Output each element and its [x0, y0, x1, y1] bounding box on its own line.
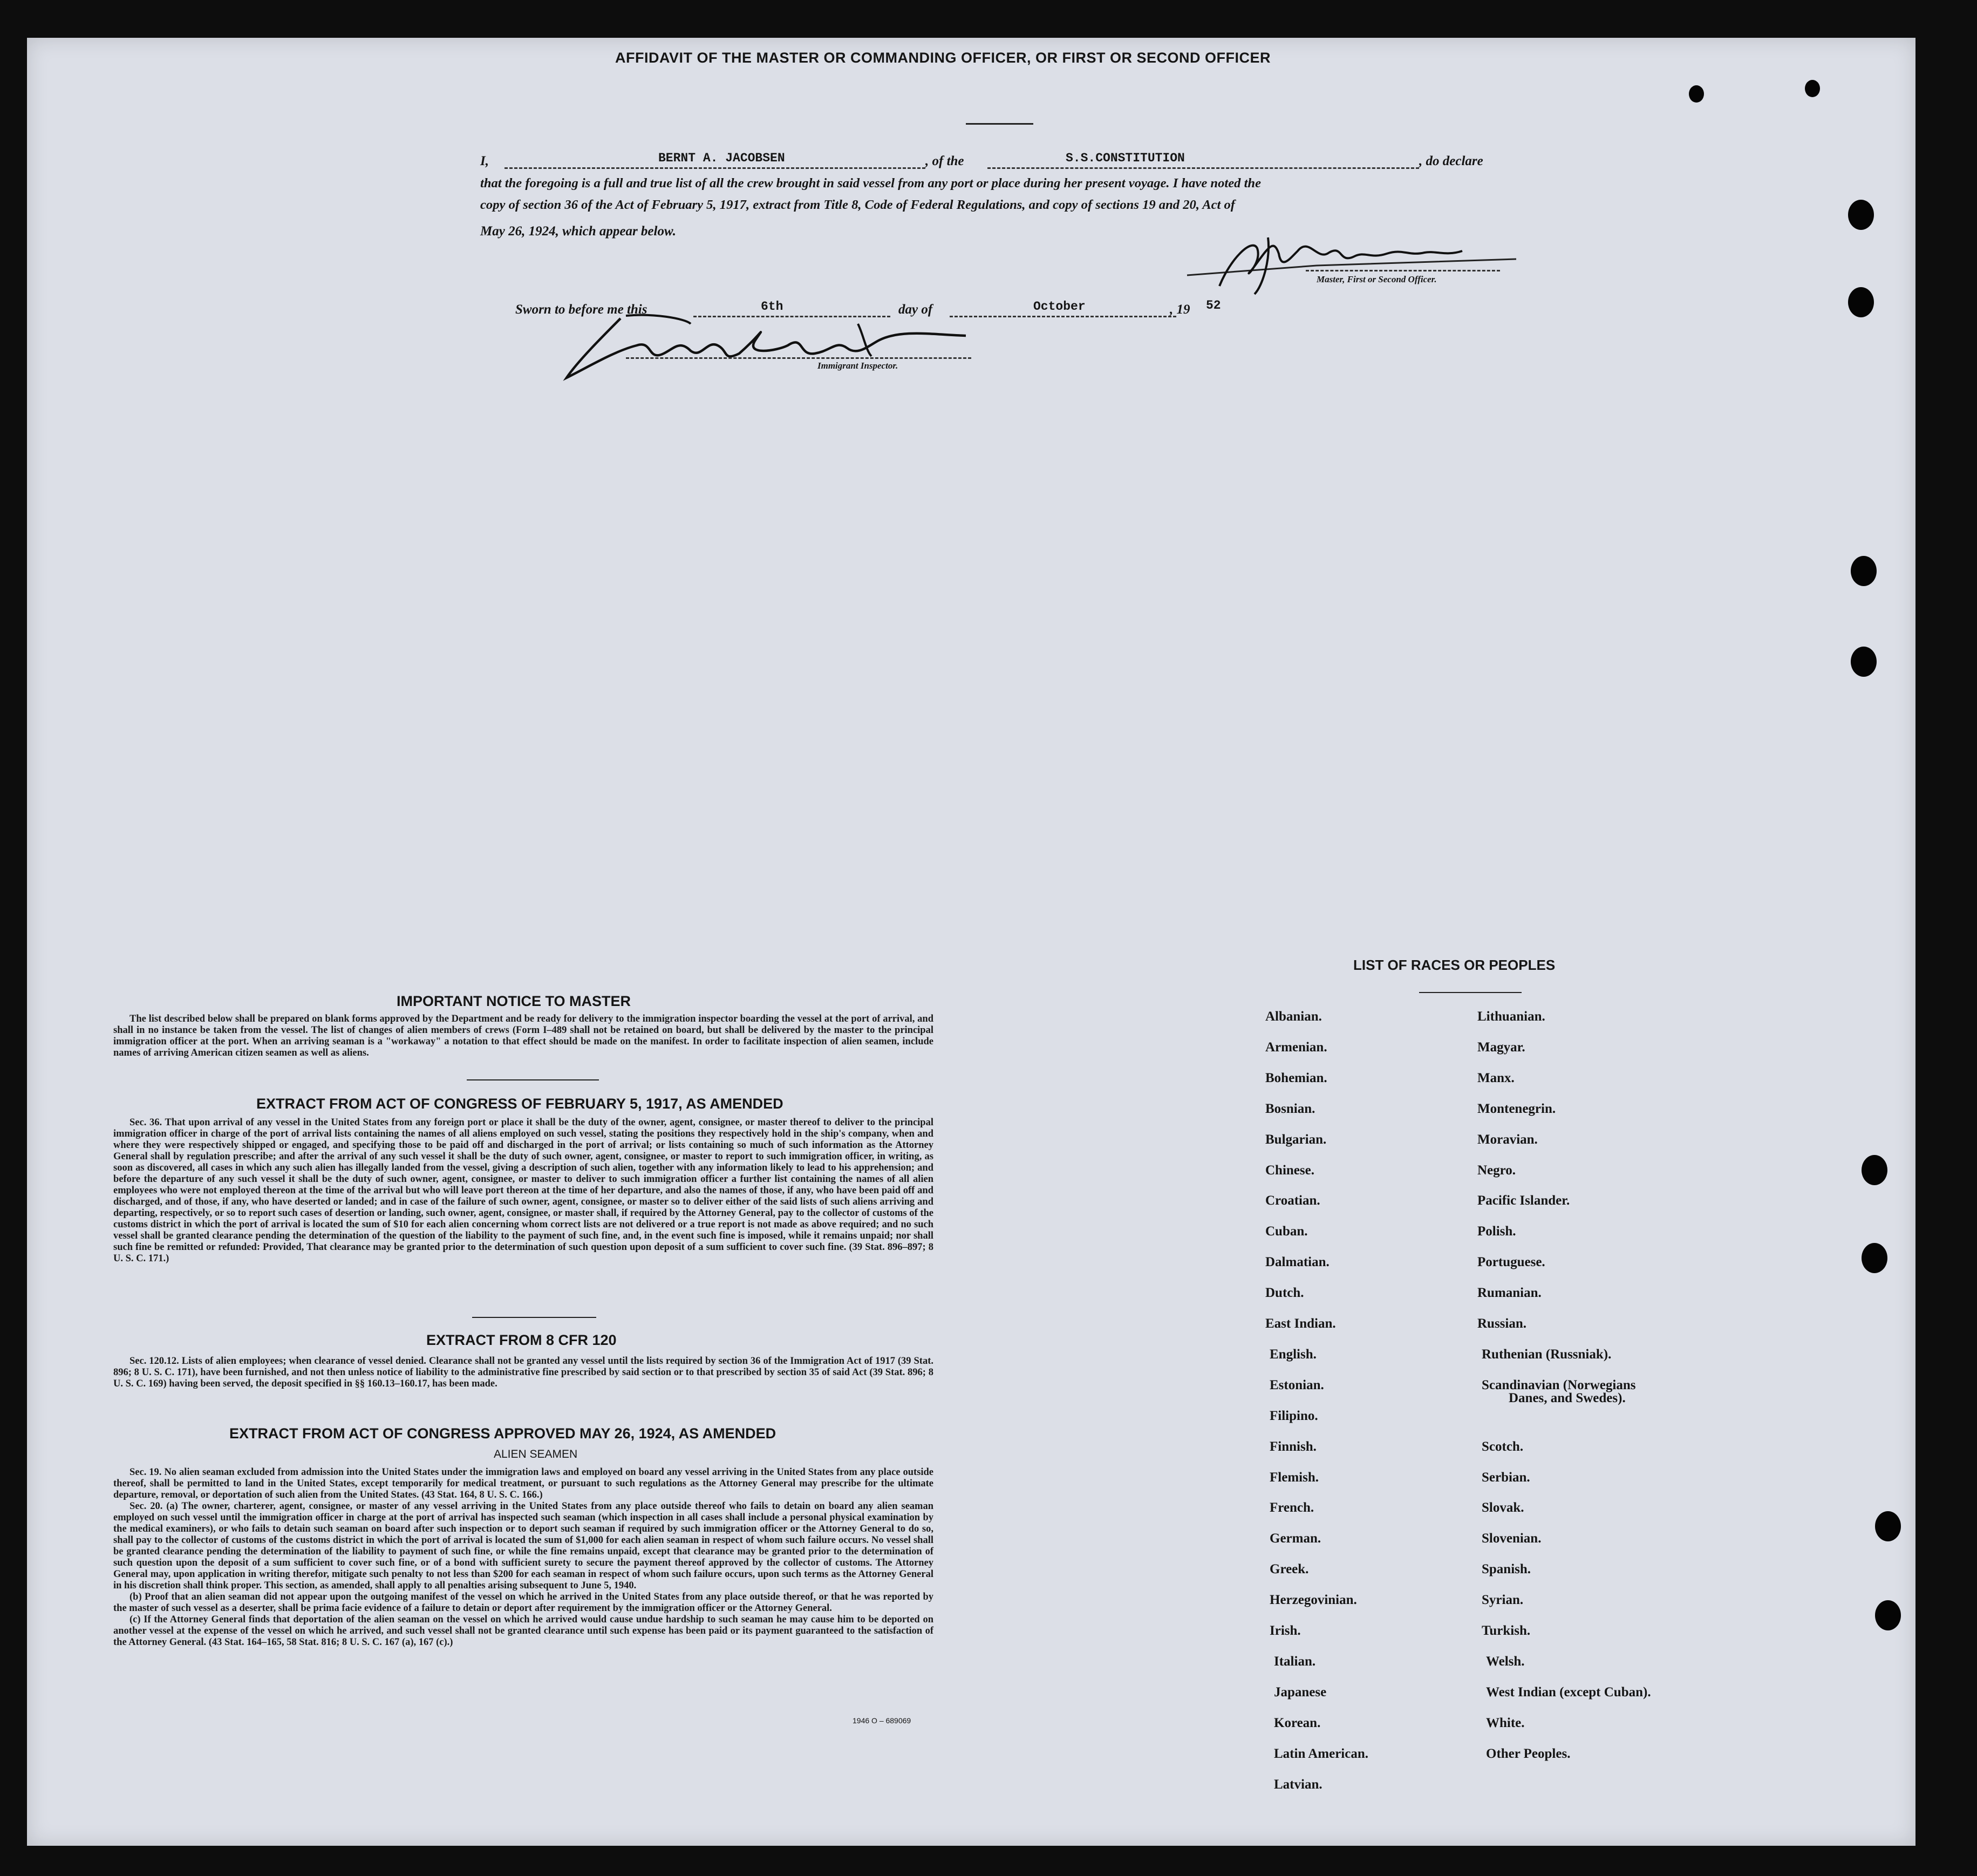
i-label: I, — [480, 154, 489, 168]
punch-hole — [1848, 287, 1874, 317]
race-item: Latin American. — [1274, 1746, 1368, 1761]
section-120-12-paragraph: Sec. 120.12. Lists of alien employees; when clearance of vessel denied. Clearance shall not be granted any vessel until the lists required by section 36 of the Immigration Act of 1917 (39 Stat. 896; 8 U. S. C. 171), have been furnished, and not then unless notice of liability to the administrative fine prescribed by said section or to that prescribed by section 35 of said Act (39 Stat. 896; 8 U. S. C. 169) having been served, the deposit specified in §§ 160.13–160.17, has been made. — [113, 1356, 933, 1389]
punch-hole — [1851, 556, 1877, 586]
race-item: Portuguese. — [1477, 1255, 1545, 1270]
month-value: October — [1033, 300, 1086, 314]
affidavit-line-2: that the foregoing is a full and true list of all the crew brought in said vessel from any port or place during her present voyage. I have noted the — [480, 176, 1261, 191]
race-item: Moravian. — [1477, 1132, 1538, 1147]
race-item: Armenian. — [1265, 1039, 1327, 1055]
punch-hole — [1851, 647, 1877, 677]
race-item: Croatian. — [1265, 1193, 1320, 1208]
race-item: Bosnian. — [1265, 1101, 1315, 1116]
punch-hole — [1689, 85, 1704, 103]
race-item: Ruthenian (Russniak). — [1482, 1347, 1612, 1362]
race-item: French. — [1270, 1500, 1314, 1515]
extract-1917-heading: EXTRACT FROM ACT OF CONGRESS OF FEBRUARY 5, 1917, AS AMENDED — [256, 1096, 783, 1112]
race-item: Albanian. — [1265, 1009, 1322, 1024]
extract-cfr-text — [113, 1356, 933, 1390]
race-item: Serbian. — [1482, 1470, 1530, 1485]
extract-1924-text — [113, 1467, 933, 1648]
race-item: Flemish. — [1270, 1470, 1319, 1485]
races-heading: LIST OF RACES OR PEOPLES — [1353, 957, 1556, 973]
punch-hole — [1848, 200, 1874, 230]
do-declare-label: , do declare — [1419, 154, 1483, 168]
race-item: Syrian. — [1482, 1593, 1524, 1608]
notice-text — [113, 1014, 933, 1059]
punch-hole — [1875, 1511, 1901, 1541]
race-item: Other Peoples. — [1486, 1746, 1571, 1761]
affidavit-line-3: copy of section 36 of the Act of February 5, 1917, extract from Title 8, Code of Federal Regulations, and copy of sections 19 and 20, Act of — [480, 198, 1235, 212]
alien-seamen-subheading: ALIEN SEAMEN — [494, 1448, 578, 1460]
race-item: Dutch. — [1265, 1286, 1304, 1301]
section-20c-paragraph: (c) If the Attorney General finds that deportation of the alien seaman on the vessel on which he arrived would cause undue hardship to such seaman he may cause him to be deported on another vessel at the expense of the vessel on which he arrived, and such vessel shall not be granted clearance until such expense has been paid or its payment guaranteed to the satisfaction of the Attorney General. (43 Stat. 164–165, 58 Stat. 816; 8 U. S. C. 167 (a), 167 (c).) — [113, 1614, 933, 1648]
race-item: Lithuanian. — [1477, 1009, 1545, 1024]
race-item: Filipino. — [1270, 1408, 1318, 1423]
sworn-label: Sworn to before me this — [515, 302, 647, 317]
race-item: Scotch. — [1482, 1439, 1524, 1454]
races-divider — [1419, 992, 1522, 993]
vessel-name: S.S.CONSTITUTION — [1066, 151, 1185, 165]
extract-1917-text — [113, 1117, 933, 1265]
race-item: Bulgarian. — [1265, 1132, 1327, 1147]
race-item: Herzegovinian. — [1270, 1593, 1357, 1608]
race-item: East Indian. — [1265, 1316, 1336, 1331]
title-underline — [966, 123, 1033, 125]
race-item: Spanish. — [1482, 1562, 1531, 1577]
section-20b-paragraph: (b) Proof that an alien seaman did not appear upon the outgoing manifest of the vessel on which he arrived in the United States from any place outside thereof, or that he was reported by the master of such vessel as a deserter, shall be prima facie evidence of a failure to detain or deport after requirement by the immigration officer or the Attorney General. — [113, 1592, 933, 1614]
print-code: 1946 O – 689069 — [853, 1716, 911, 1725]
affidavit-title: AFFIDAVIT OF THE MASTER OR COMMANDING OFFICER, OR FIRST OR SECOND OFFICER — [615, 50, 1271, 66]
race-item: Magyar. — [1477, 1039, 1525, 1055]
notice-divider — [467, 1079, 599, 1080]
inspector-signature — [556, 302, 977, 389]
punch-hole — [1862, 1155, 1887, 1185]
notice-heading: IMPORTANT NOTICE TO MASTER — [397, 993, 631, 1009]
race-item: Scandinavian (Norwegians — [1482, 1377, 1636, 1392]
of-the-label: , of the — [925, 154, 964, 168]
day-of-label: day of — [898, 302, 933, 317]
extract-1917-divider — [472, 1317, 596, 1318]
year-prefix: , 19 — [1170, 302, 1190, 317]
punch-hole — [1805, 80, 1820, 97]
extract-1924-heading: EXTRACT FROM ACT OF CONGRESS APPROVED MAY 26, 1924, AS AMENDED — [229, 1425, 776, 1442]
race-item: Welsh. — [1486, 1654, 1525, 1669]
race-item: Slovak. — [1482, 1500, 1524, 1515]
race-item: Chinese. — [1265, 1163, 1314, 1178]
race-item: Cuban. — [1265, 1224, 1308, 1239]
race-item: English. — [1270, 1347, 1317, 1362]
notice-paragraph: The list described below shall be prepared on blank forms approved by the Department and be ready for delivery to the immigration inspector boarding the vessel at the port of arrival, and shall in no instance be taken from the vessel. The list of changes of alien members of crews (Form I–489 shall not be retained on board, but shall be delivered by the master to the principal immigration officer at the port. When an arriving seaman is a "workaway" a notation to that effect should be made on the manifest. In order to facilitate inspection of alien seamen, include names of arriving American citizen seamen as well as aliens. — [113, 1014, 933, 1058]
race-item: Slovenian. — [1482, 1531, 1542, 1546]
race-item: Polish. — [1477, 1224, 1516, 1239]
race-item: Korean. — [1274, 1715, 1321, 1730]
master-name: BERNT A. JACOBSEN — [658, 151, 785, 165]
race-item: Russian. — [1477, 1316, 1527, 1331]
name-line — [505, 167, 925, 169]
day-value: 6th — [761, 300, 783, 314]
race-item: Bohemian. — [1265, 1070, 1327, 1085]
race-item: Danes, and Swedes). — [1509, 1390, 1626, 1405]
race-item: Japanese — [1274, 1684, 1327, 1700]
master-caption: Master, First or Second Officer. — [1317, 274, 1437, 284]
race-item: Italian. — [1274, 1654, 1316, 1669]
inspector-caption: Immigrant Inspector. — [817, 361, 898, 371]
race-item: Manx. — [1477, 1070, 1515, 1085]
race-item: West Indian (except Cuban). — [1486, 1684, 1651, 1700]
race-item: Irish. — [1270, 1623, 1301, 1638]
punch-hole — [1875, 1600, 1901, 1630]
race-item: German. — [1270, 1531, 1321, 1546]
month-line — [950, 316, 1176, 317]
race-item: Turkish. — [1482, 1623, 1531, 1638]
master-signature — [1182, 227, 1532, 297]
race-item: Finnish. — [1270, 1439, 1317, 1454]
section-20a-paragraph: Sec. 20. (a) The owner, charterer, agent, consignee, or master of any vessel arriving in the United States from any place outside thereof who fails to detain on board any alien seaman employed on such vessel until the immigration officer in charge at the port of arrival has inspected such seaman (which inspection in all cases shall include a personal physical examination by the medical examiners), or who fails to detain such seaman on board after such inspection or to deport such seaman if required by such immigration officer or the Attorney General to do so, shall pay to the collector of customs of the customs district in which the port of arrival is located the sum of $1,000 for each alien seaman in respect of whom such failure occurs. No vessel shall be granted clearance pending the determination of the liability to payment of such fine, or while the fine remains unpaid, except that clearance may be granted prior to the determination of such question upon the deposit of a sum sufficient to cover such fine, or of a bond with sufficient surety to secure the payment thereof approved by the collector of customs. The Attorney General may, upon application in writing therefor, mitigate such penalty to not less than $200 for each seaman in respect of whom such failure occurs, upon such terms as the Attorney General in his discretion shall think proper. This section, as amended, shall apply to all penalties arising subsequent to June 5, 1940. — [113, 1501, 933, 1591]
race-item: White. — [1486, 1715, 1525, 1730]
race-item: Greek. — [1270, 1562, 1309, 1577]
race-item: Montenegrin. — [1477, 1101, 1556, 1116]
inspector-line — [626, 357, 971, 359]
race-item: Negro. — [1477, 1163, 1516, 1178]
affidavit-line-4: May 26, 1924, which appear below. — [480, 224, 676, 239]
extract-cfr-heading: EXTRACT FROM 8 CFR 120 — [426, 1332, 617, 1348]
race-item: Rumanian. — [1477, 1286, 1542, 1301]
section-19-paragraph: Sec. 19. No alien seaman excluded from admission into the United States under the immigration laws and employed on board any vessel arriving in the United States from any place outside thereof, shall be permitted to land in the United States, except temporarily for medical treatment, or pursuant to such regulations as the Attorney General may prescribe for the ultimate departure, removal, or deportation of such alien from the United States. (43 Stat. 164, 8 U. S. C. 166.) — [113, 1467, 933, 1500]
race-item: Dalmatian. — [1265, 1255, 1330, 1270]
year-value: 52 — [1206, 298, 1221, 312]
race-item: Pacific Islander. — [1477, 1193, 1570, 1208]
punch-hole — [1862, 1243, 1887, 1273]
master-signature-line — [1306, 270, 1500, 271]
vessel-line — [987, 167, 1419, 169]
race-item: Estonian. — [1270, 1377, 1324, 1392]
section-36-paragraph: Sec. 36. That upon arrival of any vessel in the United States from any foreign port or place it shall be the duty of the owner, agent, consignee, or master thereof to deliver to the principal immigration officer in charge of the port of arrival lists containing the names of all aliens employed on such vessel, stating the positions they respectively hold in the ship's company, when and where they were respectively shipped or engaged, and specifying those to be paid off and discharged in the port of arrival; or lists containing so much of such information as the Attorney General shall by regulation prescribe; and after the arrival of any such vessel it shall be the duty of such owner, agent, consignee, or master to report to such immigration officer, in writing, as soon as discovered, all cases in which any such alien has illegally landed from the vessel, giving a description of such alien, together with any information likely to lead to his apprehension; and before the departure of any such vessel it shall be the duty of such owner, agent, consignee, or master to deliver to such immigration officer a further list containing the names of all alien employees who were not employed thereon at the time of the arrival but who will leave port thereon at the time of her departure, and also the names of those, if any, who have been paid off and discharged, and of those, if any, who have deserted or landed; and in case of the failure of such owner, agent, consignee, or master so to deliver either of the said lists of such aliens arriving and departing, respectively, or so to report such cases of desertion or landing, such owner, agent, consignee, or master shall, if required by the Attorney General, pay to the collector of customs of the customs district in which the port of arrival is located the sum of $10 for each alien concerning whom correct lists are not delivered or a true report is not made as above required; and no such vessel shall be granted clearance pending the determination of the question of the liability to the payment of such fine, and, in the event such fine is imposed, while it remains unpaid; nor shall such fine be remitted or refunded: Provided, That clearance may be granted prior to the determination of such question upon deposit of a sum sufficient to cover such fine. (39 Stat. 896–897; 8 U. S. C. 171.) — [113, 1117, 933, 1264]
race-item: Latvian. — [1274, 1777, 1322, 1792]
